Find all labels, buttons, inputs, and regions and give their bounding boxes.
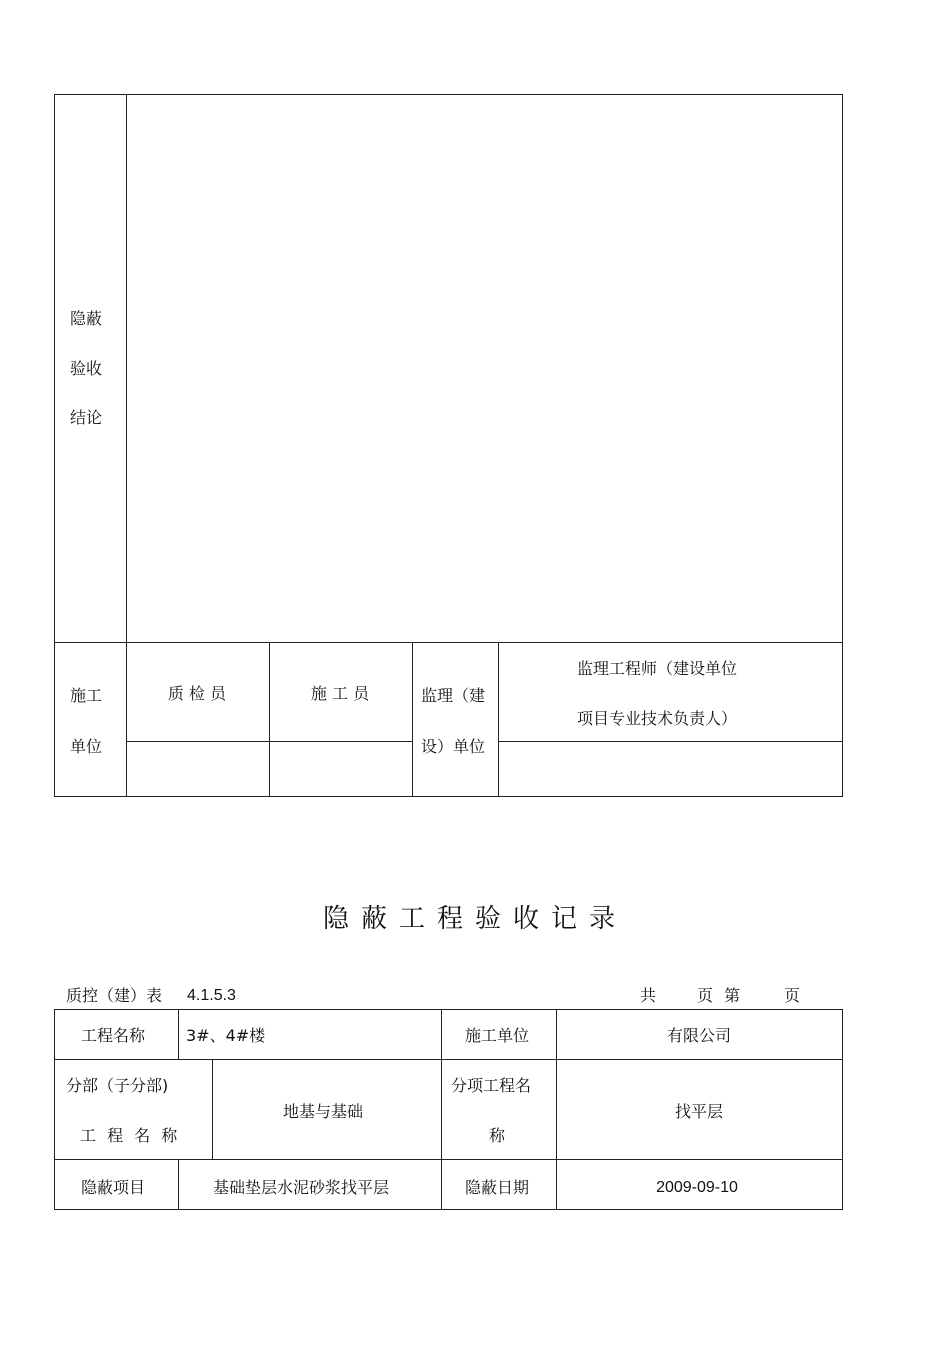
conclusion-label-line-2: 验收 — [70, 359, 103, 378]
hidden-date-value: 2009-09-10 — [656, 1179, 738, 1196]
construction-unit-label-line-1: 施工 — [70, 686, 103, 705]
hidden-date-label: 隐蔽日期 — [464, 1178, 530, 1197]
upper-table-divider — [412, 642, 413, 797]
subitem-label-line-1: 分项工程名 — [451, 1076, 532, 1095]
conclusion-label-line-3: 结论 — [70, 408, 103, 427]
record-table-divider — [212, 1059, 213, 1159]
upper-table-divider — [54, 642, 843, 643]
supervision-label-line-1: 监理（建 — [421, 686, 486, 705]
hidden-item-value: 基础垫层水泥砂浆找平层 — [212, 1178, 390, 1197]
construction-unit-value: 有限公司 — [666, 1026, 732, 1045]
division-label-line-1: 分部（子分部) — [66, 1076, 169, 1095]
hidden-item-label: 隐蔽项目 — [80, 1178, 146, 1197]
construction-unit-label: 施工单位 — [464, 1026, 530, 1045]
page-suffix: 页 — [784, 986, 801, 1005]
upper-table-divider — [126, 94, 127, 797]
project-name-label: 工程名称 — [80, 1026, 146, 1045]
form-code-label: 质控（建）表 — [66, 986, 163, 1005]
upper-table-divider — [126, 741, 412, 742]
record-table-divider — [441, 1009, 442, 1210]
upper-table-divider — [498, 642, 499, 797]
upper-table-divider — [498, 741, 843, 742]
record-table-divider — [556, 1009, 557, 1210]
page-total-label: 共 — [640, 986, 657, 1005]
engineer-label-line-1: 监理工程师（建设单位 — [577, 659, 738, 678]
subitem-value: 找平层 — [674, 1102, 724, 1121]
record-table-divider — [54, 1059, 843, 1060]
division-value: 地基与基础 — [282, 1102, 364, 1121]
project-name-value: 3#、4#楼 — [186, 1026, 266, 1045]
upper-table-divider — [269, 642, 270, 797]
form-title: 隐蔽工程验收记录 — [322, 904, 628, 934]
record-table-divider — [178, 1009, 179, 1059]
form-code: 4.1.5.3 — [187, 987, 236, 1004]
engineer-label-line-2: 项目专业技术负责人） — [577, 709, 738, 728]
quality-inspector-label: 质 检 员 — [167, 684, 227, 703]
page-label: 页 第 — [697, 986, 741, 1005]
subitem-label-line-2: 称 — [488, 1126, 506, 1145]
division-label-line-2: 工 程 名 称 — [80, 1126, 178, 1145]
conclusion-label-line-1: 隐蔽 — [70, 309, 103, 328]
record-table-divider — [54, 1159, 843, 1160]
construction-unit-label-line-2: 单位 — [70, 737, 103, 756]
record-table-divider — [178, 1159, 179, 1210]
supervision-label-line-2: 设）单位 — [421, 737, 486, 756]
constructor-label: 施 工 员 — [310, 684, 370, 703]
